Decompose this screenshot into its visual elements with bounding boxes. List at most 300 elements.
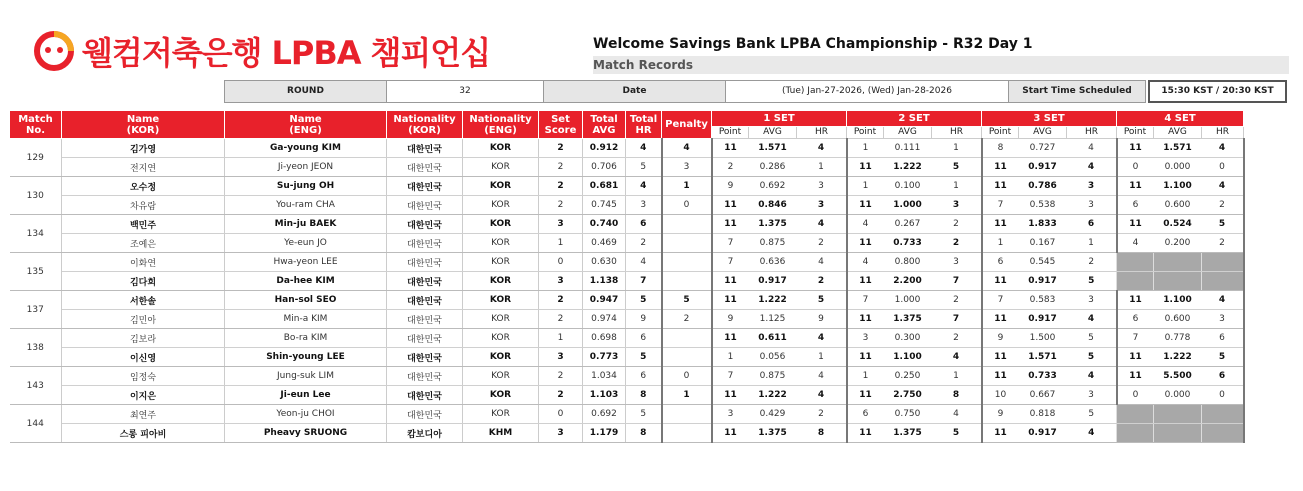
set-2-point: 4 — [847, 215, 884, 234]
set-3-hr: 4 — [1067, 310, 1117, 329]
set-2-avg: 1.375 — [884, 424, 932, 443]
set-1-avg: 0.286 — [749, 158, 797, 177]
set-3-avg: 1.571 — [1019, 348, 1067, 367]
set-3-point: 11 — [982, 177, 1019, 196]
total-avg: 0.745 — [583, 196, 626, 215]
set-1-hr: 4 — [797, 329, 847, 348]
table-row — [10, 215, 1244, 234]
nationality-eng: KOR — [463, 310, 539, 329]
set-3-hr: 4 — [1067, 158, 1117, 177]
penalty: 0 — [662, 196, 712, 215]
total-hr: 8 — [626, 386, 662, 405]
set-1-point: 11 — [712, 196, 749, 215]
nationality-kor: 대한민국 — [387, 348, 463, 367]
player-name-kor: 조예은 — [62, 234, 225, 253]
set-4-hr: 0 — [1202, 386, 1244, 405]
set-4-point: 7 — [1117, 329, 1154, 348]
player-name-eng: You-ram CHA — [225, 196, 387, 215]
nationality-kor: 캄보디아 — [387, 424, 463, 443]
set-4-hr: 6 — [1202, 329, 1244, 348]
set-2-avg: 0.733 — [884, 234, 932, 253]
total-hr: 6 — [626, 215, 662, 234]
set-3-avg: 0.917 — [1019, 158, 1067, 177]
set-4-point: 11 — [1117, 348, 1154, 367]
set-3-avg: 0.583 — [1019, 291, 1067, 310]
set-2-point: 11 — [847, 386, 884, 405]
total-avg: 0.947 — [583, 291, 626, 310]
set-1-point: 3 — [712, 405, 749, 424]
set-score: 0 — [539, 253, 583, 272]
player-name-kor: 김가영 — [62, 139, 225, 158]
set-1-sub-avg: AVG — [749, 127, 797, 139]
col-name-kor: Name (KOR) — [62, 111, 225, 139]
total-hr: 7 — [626, 272, 662, 291]
set-3-sub-hr: HR — [1067, 127, 1117, 139]
set-4-empty — [1154, 272, 1202, 291]
set-4-point: 11 — [1117, 177, 1154, 196]
set-4-hr: 2 — [1202, 234, 1244, 253]
set-2-hr: 7 — [932, 310, 982, 329]
set-score: 2 — [539, 386, 583, 405]
set-score: 3 — [539, 424, 583, 443]
set-4-hr: 4 — [1202, 291, 1244, 310]
set-1-avg: 0.846 — [749, 196, 797, 215]
player-name-eng: Ji-eun Lee — [225, 386, 387, 405]
set-score: 2 — [539, 177, 583, 196]
set-score: 1 — [539, 329, 583, 348]
total-hr: 6 — [626, 329, 662, 348]
set-4-avg: 0.000 — [1154, 386, 1202, 405]
set-4-hr: 5 — [1202, 215, 1244, 234]
set-score: 2 — [539, 367, 583, 386]
nationality-kor: 대한민국 — [387, 329, 463, 348]
player-name-kor: 이신영 — [62, 348, 225, 367]
set-4-hr: 5 — [1202, 348, 1244, 367]
table-row — [10, 158, 1244, 177]
set-4-sub-point: Point — [1117, 127, 1154, 139]
set-3-hr: 3 — [1067, 177, 1117, 196]
set-4-empty — [1202, 253, 1244, 272]
player-name-eng: Shin-young LEE — [225, 348, 387, 367]
nationality-kor: 대한민국 — [387, 158, 463, 177]
player-name-kor: 이지은 — [62, 386, 225, 405]
brand-logo — [34, 30, 490, 72]
player-name-kor: 이화연 — [62, 253, 225, 272]
date-value: (Tue) Jan-27-2026, (Wed) Jan-28-2026 — [726, 81, 1009, 102]
total-avg: 0.740 — [583, 215, 626, 234]
nationality-eng: KOR — [463, 367, 539, 386]
nationality-kor: 대한민국 — [387, 215, 463, 234]
set-1-hr: 4 — [797, 386, 847, 405]
total-hr: 3 — [626, 196, 662, 215]
logo-text-bank: 웰컴저축은행 — [82, 34, 262, 72]
set-1-point: 2 — [712, 158, 749, 177]
set-2-avg: 0.100 — [884, 177, 932, 196]
set-2-avg: 1.100 — [884, 348, 932, 367]
player-name-kor: 임정숙 — [62, 367, 225, 386]
nationality-kor: 대한민국 — [387, 272, 463, 291]
set-2-avg: 1.000 — [884, 196, 932, 215]
col-penalty: Penalty — [662, 111, 712, 139]
penalty: 3 — [662, 158, 712, 177]
set-4-empty — [1202, 424, 1244, 443]
set-2-hr: 1 — [932, 177, 982, 196]
total-hr: 5 — [626, 348, 662, 367]
set-4-empty — [1117, 253, 1154, 272]
total-hr: 5 — [626, 158, 662, 177]
set-4-point: 11 — [1117, 367, 1154, 386]
set-3-hr: 6 — [1067, 215, 1117, 234]
total-avg: 0.974 — [583, 310, 626, 329]
nationality-eng: KOR — [463, 158, 539, 177]
player-name-eng: Ye-eun JO — [225, 234, 387, 253]
set-1-avg: 1.125 — [749, 310, 797, 329]
set-3-point: 6 — [982, 253, 1019, 272]
set-2-hr: 2 — [932, 234, 982, 253]
table-row — [10, 424, 1244, 443]
set-1-hr: 1 — [797, 348, 847, 367]
nationality-kor: 대한민국 — [387, 310, 463, 329]
nationality-eng: KOR — [463, 405, 539, 424]
set-3-hr: 4 — [1067, 424, 1117, 443]
set-1-avg: 0.056 — [749, 348, 797, 367]
date-label: Date — [544, 81, 726, 102]
set-1-hr: 9 — [797, 310, 847, 329]
set-score: 2 — [539, 196, 583, 215]
set-1-point: 1 — [712, 348, 749, 367]
nationality-eng: KOR — [463, 196, 539, 215]
set-4-empty — [1202, 405, 1244, 424]
round-label: ROUND — [225, 81, 387, 102]
set-3-point: 11 — [982, 158, 1019, 177]
table-row — [10, 329, 1244, 348]
set-1-hr: 2 — [797, 234, 847, 253]
set-2-point: 11 — [847, 424, 884, 443]
set-1-hr: 3 — [797, 177, 847, 196]
set-4-avg: 0.200 — [1154, 234, 1202, 253]
col-nationality-eng: Nationality (ENG) — [463, 111, 539, 139]
nationality-eng: KHM — [463, 424, 539, 443]
set-1-avg: 0.429 — [749, 405, 797, 424]
set-2-hr: 7 — [932, 272, 982, 291]
penalty: 1 — [662, 386, 712, 405]
set-4-empty — [1117, 424, 1154, 443]
set-score: 3 — [539, 348, 583, 367]
set-2-hr: 2 — [932, 291, 982, 310]
set-3-avg: 0.667 — [1019, 386, 1067, 405]
set-2-point: 1 — [847, 139, 884, 158]
player-name-kor: 최연주 — [62, 405, 225, 424]
set-4-hr: 6 — [1202, 367, 1244, 386]
set-4-avg: 0.600 — [1154, 310, 1202, 329]
total-avg: 1.034 — [583, 367, 626, 386]
nationality-eng: KOR — [463, 386, 539, 405]
set-2-avg: 0.750 — [884, 405, 932, 424]
set-4-empty — [1117, 272, 1154, 291]
nationality-eng: KOR — [463, 234, 539, 253]
set-3-point: 9 — [982, 329, 1019, 348]
set-1-avg: 1.222 — [749, 291, 797, 310]
set-4-sub-avg: AVG — [1154, 127, 1202, 139]
set-3-point: 7 — [982, 291, 1019, 310]
col-total-avg: Total AVG — [583, 111, 626, 139]
logo-text-champ: 챔피언십 — [370, 34, 491, 72]
logo-text — [82, 28, 490, 74]
set-2-hr: 5 — [932, 158, 982, 177]
set-1-sub-point: Point — [712, 127, 749, 139]
set-3-hr: 5 — [1067, 329, 1117, 348]
total-avg: 1.138 — [583, 272, 626, 291]
set-3-point: 9 — [982, 405, 1019, 424]
table-row — [10, 386, 1244, 405]
match-no: 130 — [10, 177, 62, 215]
set-4-empty — [1154, 253, 1202, 272]
set-3-avg: 0.727 — [1019, 139, 1067, 158]
set-2-avg: 0.250 — [884, 367, 932, 386]
set-3-avg: 0.538 — [1019, 196, 1067, 215]
set-2-hr: 1 — [932, 139, 982, 158]
nationality-eng: KOR — [463, 139, 539, 158]
set-3-avg: 0.917 — [1019, 272, 1067, 291]
set-4-hr: 4 — [1202, 139, 1244, 158]
set-1-hr: 2 — [797, 405, 847, 424]
match-no: 129 — [10, 139, 62, 177]
nationality-eng: KOR — [463, 348, 539, 367]
penalty: 4 — [662, 139, 712, 158]
page-title: Welcome Savings Bank LPBA Championship - R32 Day 1 — [593, 36, 1033, 52]
set-4-hr: 4 — [1202, 177, 1244, 196]
set-2-point: 7 — [847, 291, 884, 310]
set-3-avg: 0.917 — [1019, 424, 1067, 443]
set-2-avg: 0.111 — [884, 139, 932, 158]
set-2-avg: 0.267 — [884, 215, 932, 234]
start-time-label: Start Time Scheduled — [1009, 81, 1145, 102]
set-3-avg: 0.733 — [1019, 367, 1067, 386]
set-3-sub-point: Point — [982, 127, 1019, 139]
page-subtitle: Match Records — [593, 56, 1289, 74]
set-2-hr: 3 — [932, 253, 982, 272]
set-4-avg: 1.100 — [1154, 177, 1202, 196]
set-4-point: 6 — [1117, 310, 1154, 329]
set-3-avg: 1.833 — [1019, 215, 1067, 234]
player-name-kor: 서한솔 — [62, 291, 225, 310]
set-4-avg: 5.500 — [1154, 367, 1202, 386]
logo-text-lpba: LPBA — [271, 34, 361, 72]
set-4-avg: 0.600 — [1154, 196, 1202, 215]
set-4-point: 11 — [1117, 215, 1154, 234]
set-2-hr: 4 — [932, 405, 982, 424]
set-2-sub-hr: HR — [932, 127, 982, 139]
set-4-hr: 3 — [1202, 310, 1244, 329]
total-hr: 4 — [626, 139, 662, 158]
set-4-hr: 0 — [1202, 158, 1244, 177]
col-nationality-kor: Nationality (KOR) — [387, 111, 463, 139]
set-1-point: 9 — [712, 310, 749, 329]
nationality-kor: 대한민국 — [387, 291, 463, 310]
total-hr: 6 — [626, 367, 662, 386]
set-3-hr: 5 — [1067, 348, 1117, 367]
match-no: 137 — [10, 291, 62, 329]
set-score: 1 — [539, 234, 583, 253]
set-1-avg: 1.222 — [749, 386, 797, 405]
set-1-avg: 0.692 — [749, 177, 797, 196]
set-4-empty — [1154, 424, 1202, 443]
set-1-hr: 4 — [797, 139, 847, 158]
table-row — [10, 139, 1244, 158]
total-avg: 0.469 — [583, 234, 626, 253]
set-4-avg: 0.778 — [1154, 329, 1202, 348]
set-score: 3 — [539, 272, 583, 291]
set-1-avg: 1.571 — [749, 139, 797, 158]
set-1-avg: 0.917 — [749, 272, 797, 291]
set-2-sub-avg: AVG — [884, 127, 932, 139]
set-2-hr: 4 — [932, 348, 982, 367]
player-name-kor: 김보라 — [62, 329, 225, 348]
player-name-eng: Ga-young KIM — [225, 139, 387, 158]
total-avg: 1.179 — [583, 424, 626, 443]
table-row — [10, 177, 1244, 196]
total-hr: 4 — [626, 253, 662, 272]
set-2-point: 1 — [847, 177, 884, 196]
col-set-score: Set Score — [539, 111, 583, 139]
total-hr: 4 — [626, 177, 662, 196]
player-name-kor: 김민아 — [62, 310, 225, 329]
set-1-point: 7 — [712, 367, 749, 386]
total-avg: 0.681 — [583, 177, 626, 196]
set-1-point: 11 — [712, 272, 749, 291]
round-value: 32 — [387, 81, 544, 102]
nationality-eng: KOR — [463, 215, 539, 234]
nationality-kor: 대한민국 — [387, 234, 463, 253]
set-2-hr: 3 — [932, 196, 982, 215]
set-2-avg: 0.800 — [884, 253, 932, 272]
table-row — [10, 405, 1244, 424]
set-2-point: 1 — [847, 367, 884, 386]
set-3-point: 1 — [982, 234, 1019, 253]
set-3-avg: 0.167 — [1019, 234, 1067, 253]
nationality-eng: KOR — [463, 329, 539, 348]
player-name-eng: Pheavy SRUONG — [225, 424, 387, 443]
match-no: 134 — [10, 215, 62, 253]
total-avg: 0.630 — [583, 253, 626, 272]
player-name-eng: Ji-yeon JEON — [225, 158, 387, 177]
set-3-point: 7 — [982, 196, 1019, 215]
col-total-hr: Total HR — [626, 111, 662, 139]
player-name-kor: 스롱 피아비 — [62, 424, 225, 443]
set-3-avg: 0.545 — [1019, 253, 1067, 272]
penalty — [662, 348, 712, 367]
set-4-empty — [1117, 405, 1154, 424]
set-score: 2 — [539, 291, 583, 310]
set-2-avg: 2.750 — [884, 386, 932, 405]
col-match-no: Match No. — [10, 111, 62, 139]
set-3-point: 11 — [982, 272, 1019, 291]
set-2-sub-point: Point — [847, 127, 884, 139]
set-3-hr: 5 — [1067, 272, 1117, 291]
set-2-point: 11 — [847, 310, 884, 329]
total-hr: 2 — [626, 234, 662, 253]
set-1-point: 7 — [712, 253, 749, 272]
player-name-kor: 김다희 — [62, 272, 225, 291]
penalty — [662, 234, 712, 253]
set-1-avg: 0.611 — [749, 329, 797, 348]
set-1-hr: 5 — [797, 291, 847, 310]
set-4-empty — [1154, 405, 1202, 424]
penalty: 1 — [662, 177, 712, 196]
total-hr: 9 — [626, 310, 662, 329]
col-set-2: 2 SET — [847, 111, 982, 127]
title-block — [593, 36, 1289, 74]
penalty: 0 — [662, 367, 712, 386]
set-4-empty — [1202, 272, 1244, 291]
start-time-value: 15:30 KST / 20:30 KST — [1148, 80, 1287, 103]
set-1-hr: 4 — [797, 253, 847, 272]
set-1-hr: 4 — [797, 215, 847, 234]
set-2-hr: 8 — [932, 386, 982, 405]
match-records-table — [9, 110, 1245, 443]
match-no: 138 — [10, 329, 62, 367]
set-2-point: 4 — [847, 253, 884, 272]
set-3-point: 11 — [982, 424, 1019, 443]
total-avg: 0.706 — [583, 158, 626, 177]
set-3-avg: 1.500 — [1019, 329, 1067, 348]
nationality-kor: 대한민국 — [387, 139, 463, 158]
set-1-point: 9 — [712, 177, 749, 196]
player-name-eng: Su-jung OH — [225, 177, 387, 196]
set-1-avg: 1.375 — [749, 215, 797, 234]
set-3-hr: 5 — [1067, 405, 1117, 424]
set-4-point: 0 — [1117, 158, 1154, 177]
player-name-eng: Han-sol SEO — [225, 291, 387, 310]
set-1-hr: 3 — [797, 196, 847, 215]
table-row — [10, 310, 1244, 329]
player-name-eng: Hwa-yeon LEE — [225, 253, 387, 272]
set-4-avg: 1.222 — [1154, 348, 1202, 367]
set-3-point: 11 — [982, 367, 1019, 386]
nationality-eng: KOR — [463, 272, 539, 291]
set-2-point: 11 — [847, 196, 884, 215]
set-4-hr: 2 — [1202, 196, 1244, 215]
player-name-eng: Da-hee KIM — [225, 272, 387, 291]
set-3-avg: 0.818 — [1019, 405, 1067, 424]
set-4-avg: 0.000 — [1154, 158, 1202, 177]
set-3-avg: 0.786 — [1019, 177, 1067, 196]
set-4-point: 6 — [1117, 196, 1154, 215]
info-bar — [224, 80, 1146, 103]
nationality-kor: 대한민국 — [387, 177, 463, 196]
set-4-avg: 0.524 — [1154, 215, 1202, 234]
set-2-point: 11 — [847, 158, 884, 177]
table-row — [10, 196, 1244, 215]
total-hr: 5 — [626, 405, 662, 424]
set-1-point: 7 — [712, 234, 749, 253]
set-1-hr: 4 — [797, 367, 847, 386]
penalty: 2 — [662, 310, 712, 329]
set-2-hr: 2 — [932, 329, 982, 348]
set-3-point: 10 — [982, 386, 1019, 405]
set-score: 2 — [539, 158, 583, 177]
col-set-1: 1 SET — [712, 111, 847, 127]
set-2-point: 6 — [847, 405, 884, 424]
set-1-point: 11 — [712, 329, 749, 348]
set-1-point: 11 — [712, 386, 749, 405]
set-2-hr: 2 — [932, 215, 982, 234]
set-1-avg: 0.636 — [749, 253, 797, 272]
set-3-hr: 2 — [1067, 253, 1117, 272]
set-1-hr: 2 — [797, 272, 847, 291]
set-1-avg: 1.375 — [749, 424, 797, 443]
set-3-hr: 3 — [1067, 291, 1117, 310]
